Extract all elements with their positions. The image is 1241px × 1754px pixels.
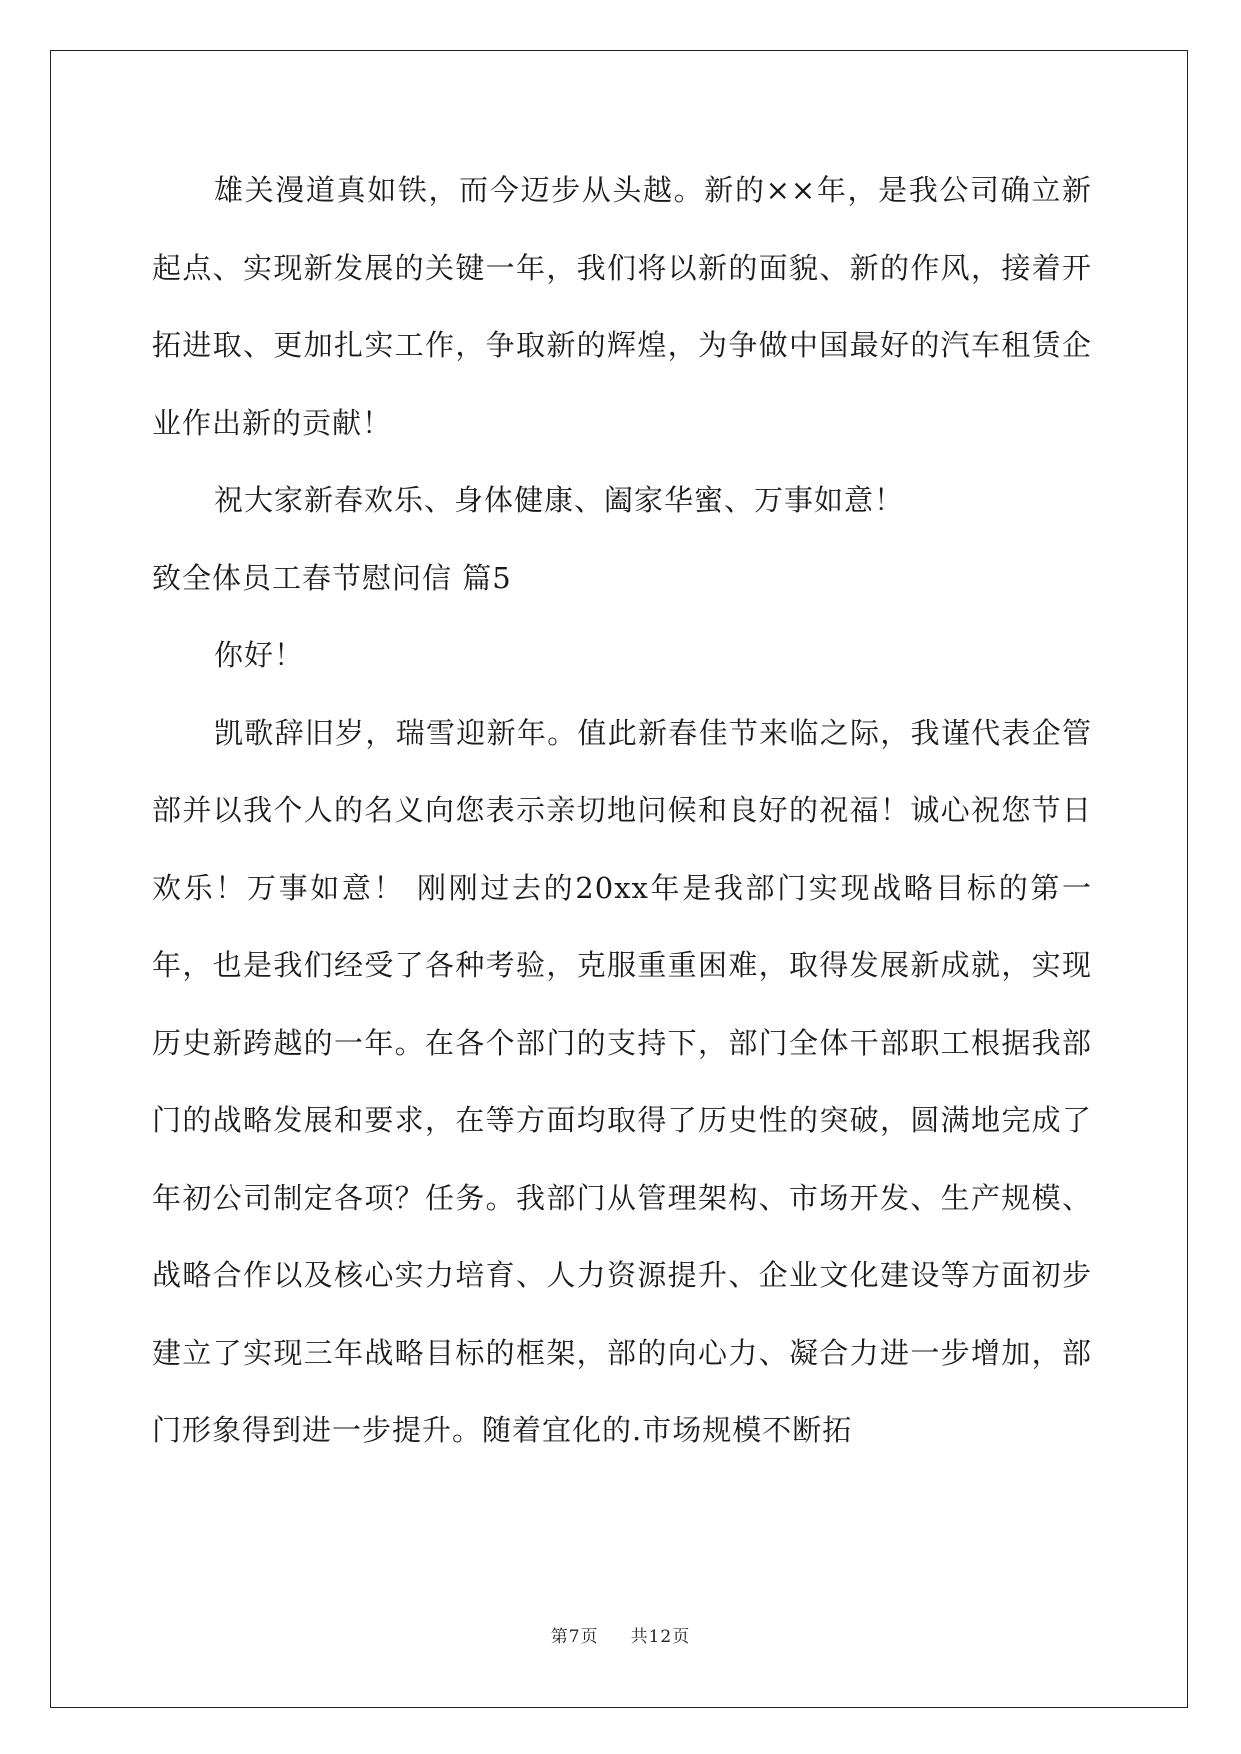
- paragraph-new-year-wishes: 祝大家新春欢乐、身体健康、阖家华蜜、万事如意！: [214, 483, 905, 517]
- paragraph-letter-body: 凯歌辞旧岁，瑞雪迎新年。值此新春佳节来临之际，我谨代表企管部并以我个人的名义向您表示亲切地问候和良好的祝福！诚心祝您节日欢乐！万事如意！ 刚刚过去的20xx年是我部门实现战略目标的第一年，也是我们经受了各种考验，克服重重困难，取得发展新成就，实现历史新跨越的一年。在各个部门的支持下，部门全体干部职工根据我部门的战略发展和要求，在等方面均取得了历史性的突破，圆满地完成了年初公司制定各项？任务。我部门从管理架构、市场开发、生产规模、战略合作以及核心实力培育、人力资源提升、企业文化建设等方面初步建立了实现三年战略目标的框架，部的向心力、凝合力进一步增加，部门形象得到进一步提升。随着宜化的.市场规模不断拓: [152, 715, 1092, 1447]
- page-number: 第7页: [550, 1627, 599, 1647]
- paragraph-closing-outlook: 雄关漫道真如铁，而今迈步从头越。新的××年，是我公司确立新起点、实现新发展的关键一年，我们将以新的面貌、新的作风，接着开拓进取、更加扎实工作，争取新的辉煌，为争做中国最好的汽车租赁企业作出新的贡献！: [152, 173, 1092, 440]
- section-heading: 致全体员工春节慰问信 篇5: [152, 560, 512, 595]
- page-total: 共12页: [630, 1627, 691, 1647]
- document-body: [152, 152, 1092, 1470]
- page-footer: [0, 1622, 1241, 1647]
- paragraph-greeting: 你好！: [214, 638, 305, 672]
